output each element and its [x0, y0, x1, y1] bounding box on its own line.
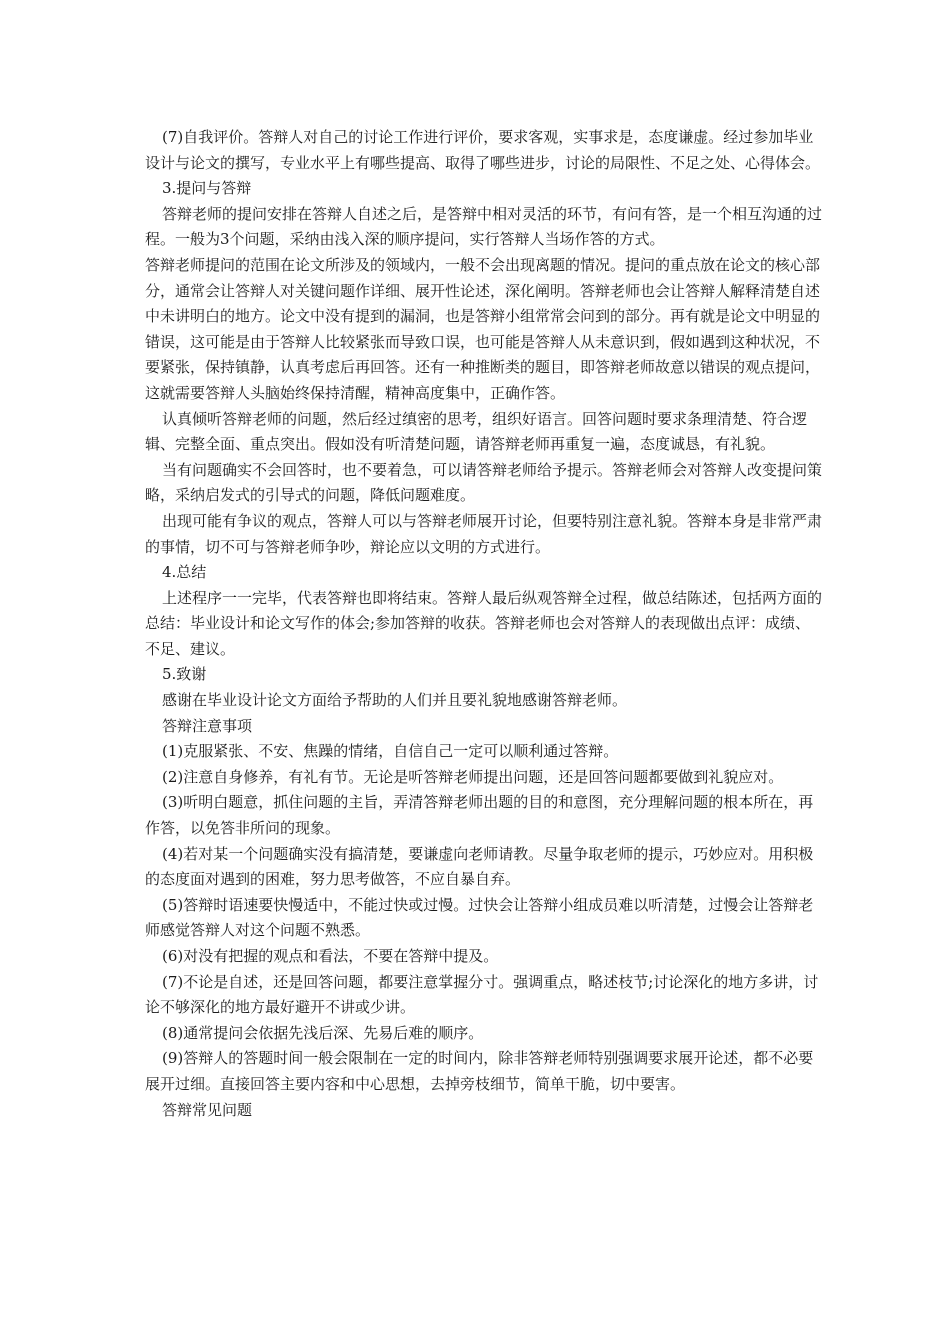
paragraph-cannot-answer: 当有问题确实不会回答时，也不要着急，可以请答辩老师给予提示。答辩老师会对答辩人改变提问策略，采纳启发式的引导式的问题，降低问题难度。	[145, 460, 823, 505]
paragraph-questioning-overview: 答辩老师的提问安排在答辩人自述之后，是答辩中相对灵活的环节，有问有答，是一个相互沟通的过程。一般为3个问题，采纳由浅入深的顺序提问，实行答辩人当场作答的方式。	[145, 204, 823, 249]
list-item-precaution-3: (3)听明白题意，抓住问题的主旨，弄清答辩老师出题的目的和意图，充分理解问题的根本所在，再作答，以免答非所问的现象。	[145, 793, 814, 838]
section-heading-common-questions: 答辩常见问题	[162, 1100, 253, 1119]
paragraph-question-scope: 答辩老师提问的范围在论文所涉及的领域内，一般不会出现离题的情况。提问的重点放在论文的核心部分，通常会让答辩人对关键问题作详细、展开性论述，深化阐明。答辩老师也会让答辩人解释清楚自述中未讲明白的地方。论文中没有提到的漏洞，也是答辩小组常常会问到的部分。再有就是论文中明显的错误，这可能是由于答辩人比较紧张而导致口误，也可能是答辩人从未意识到，假如遇到这种状况，不要紧张，保持镇静，认真考虑后再回答。还有一种推断类的题目，即答辩老师故意以错误的观点提问，这就需要答辩人头脑始终保持清醒，精神高度集中，正确作答。	[145, 255, 821, 402]
list-item-precaution-1: (1)克服紧张、不安、焦躁的情绪，自信自己一定可以顺利通过答辩。	[162, 742, 619, 761]
paragraph-thanks: 感谢在毕业设计论文方面给予帮助的人们并且要礼貌地感谢答辩老师。	[162, 691, 628, 710]
section-heading-precautions: 答辩注意事项	[162, 716, 253, 735]
paragraph-controversial-views: 出现可能有争议的观点，答辩人可以与答辩老师展开讨论，但要特别注意礼貌。答辩本身是非常严肃的事情，切不可与答辩老师争吵，辩论应以文明的方式进行。	[145, 511, 823, 556]
list-item-precaution-8: (8)通常提问会依据先浅后深、先易后难的顺序。	[162, 1023, 484, 1042]
paragraph-listen-carefully: 认真倾听答辩老师的问题，然后经过缜密的思考，组织好语言。回答问题时要求条理清楚、符合逻辑、完整全面、重点突出。假如没有听清楚问题，请答辩老师再重复一遍，态度诚恳，有礼貌。	[145, 409, 808, 454]
list-item-precaution-2: (2)注意自身修养，有礼有节。无论是听答辩老师提出问题，还是回答问题都要做到礼貌应对。	[162, 767, 784, 786]
section-heading-thanks: 5.致谢	[162, 665, 207, 684]
list-item-precaution-5: (5)答辩时语速要快慢适中，不能过快或过慢。过快会让答辩小组成员难以听清楚，过慢会让答辩老师感觉答辩人对这个问题不熟悉。	[145, 895, 814, 940]
document-body	[145, 125, 825, 1123]
section-heading-questions-answers: 3.提问与答辩	[162, 179, 252, 198]
list-item-precaution-9: (9)答辩人的答题时间一般会限制在一定的时间内，除非答辩老师特别强调要求展开论述，都不必要展开过细。直接回答主要内容和中心思想，去掉旁枝细节，简单干脆，切中要害。	[145, 1049, 814, 1093]
section-heading-summary: 4.总结	[162, 563, 207, 582]
list-item-precaution-7: (7)不论是自述，还是回答问题，都要注意掌握分寸。强调重点，略述枝节;讨论深化的地方多讲，讨论不够深化的地方最好避开不讲或少讲。	[145, 972, 819, 1017]
paragraph-summary: 上述程序一一完毕，代表答辩也即将结束。答辩人最后纵观答辩全过程，做总结陈述，包括两方面的总结：毕业设计和论文写作的体会;参加答辩的收获。答辩老师也会对答辩人的表现做出点评：成绩、不足、建议。	[145, 588, 823, 658]
list-item-precaution-6: (6)对没有把握的观点和看法，不要在答辩中提及。	[162, 947, 499, 965]
paragraph-self-evaluation: (7)自我评价。答辩人对自己的讨论工作进行评价，要求客观，实事求是，态度谦虚。经过参加毕业设计与论文的撰写，专业水平上有哪些提高、取得了哪些进步，讨论的局限性、不足之处、心得体会。	[145, 128, 821, 172]
list-item-precaution-4: (4)若对某一个问题确实没有搞清楚，要谦虚向老师请教。尽量争取老师的提示，巧妙应对。用积极的态度面对遇到的困难，努力思考做答，不应自暴自弃。	[145, 844, 814, 889]
